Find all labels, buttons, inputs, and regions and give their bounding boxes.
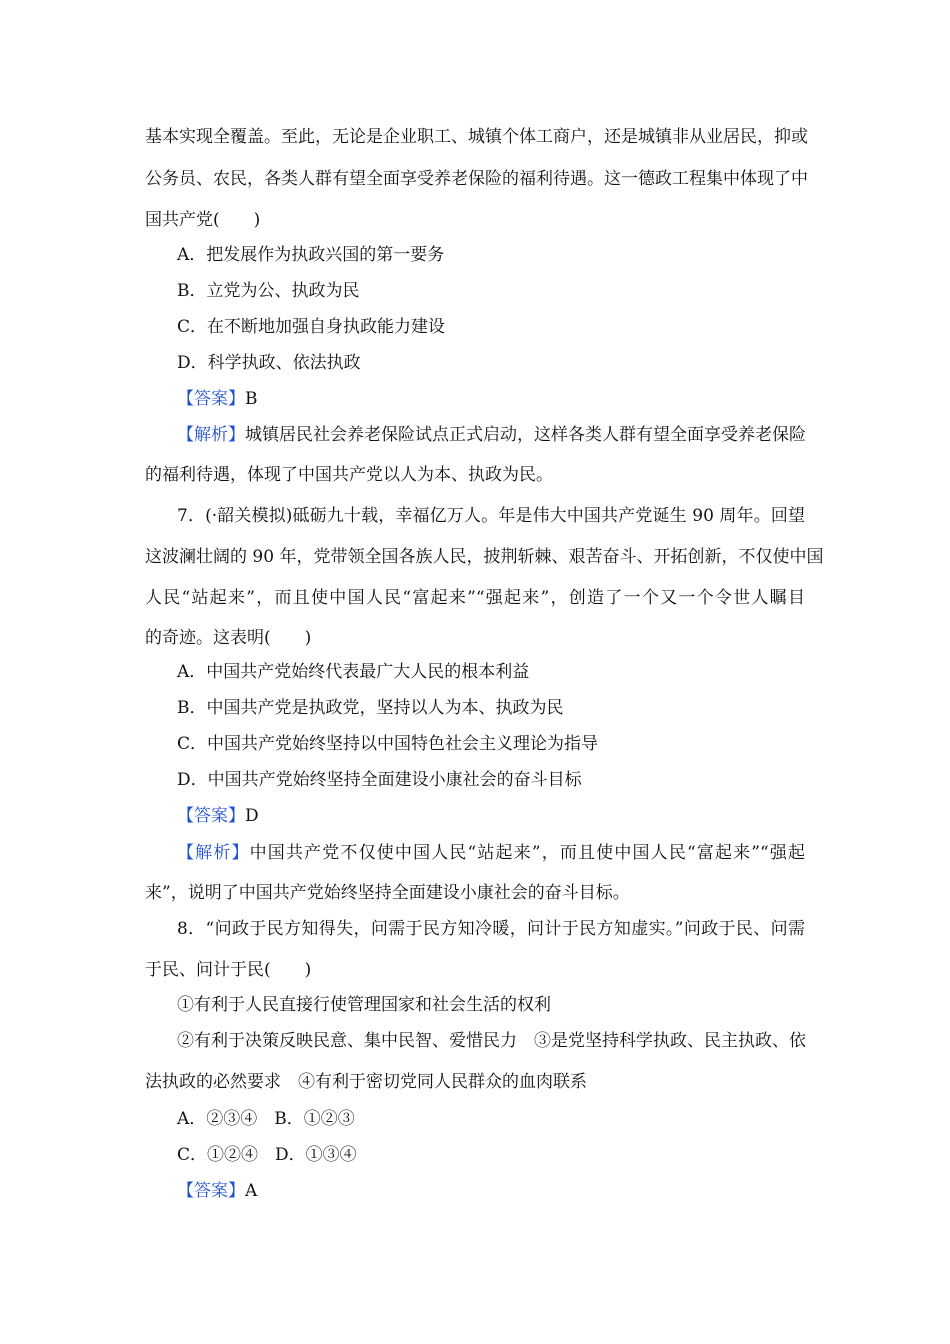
q6-option-a: A．把发展作为执政兴国的第一要务 (177, 245, 445, 265)
q7-answer (177, 805, 259, 827)
q7-option-d: D．中国共产党始终坚持全面建设小康社会的奋斗目标 (177, 770, 582, 790)
analysis-tag: 【解析】 (177, 425, 245, 445)
q7-stem-line-3: 人民“站起来”，而且使中国人民“富起来”“强起来”，创造了一个又一个令世人瞩目 (145, 588, 805, 608)
q7-analysis-line-2: 来”，说明了中国共产党始终坚持全面建设小康社会的奋斗目标。 (145, 883, 630, 903)
q8-answer (177, 1180, 257, 1202)
q8-stem-line-2: 于民、问计于民( ) (145, 960, 312, 980)
q6-stem-line-3: 国共产党( ) (145, 210, 261, 230)
answer-value: A (245, 1181, 258, 1201)
q8-statement-3: 法执政的必然要求 ④有利于密切党同人民群众的血肉联系 (145, 1072, 587, 1092)
analysis-text: 城镇居民社会养老保险试点正式启动，这样各类人群有望全面享受养老保险 (245, 425, 806, 445)
q6-analysis-line-2: 的福利待遇，体现了中国共产党以人为本、执政为民。 (145, 465, 553, 485)
answer-tag: 【答案】 (177, 1181, 245, 1201)
q7-analysis-line-1 (177, 842, 805, 864)
analysis-tag: 【解析】 (177, 843, 250, 863)
q7-stem-line-2: 这波澜壮阔的 90 年，党带领全国各族人民，披荆斩棘、艰苦奋斗、开拓创新，不仅使中国 (145, 547, 824, 567)
q6-stem-line-1: 基本实现全覆盖。至此，无论是企业职工、城镇个体工商户，还是城镇非从业居民，抑或 (145, 127, 808, 147)
q8-stem-line-1: 8．“问政于民方知得失，问需于民方知冷暖，问计于民方知虚实。”问政于民、问需 (177, 919, 805, 939)
q6-option-d: D．科学执政、依法执政 (177, 353, 361, 373)
q8-options-cd: C．①②④ D．①③④ (177, 1145, 357, 1165)
answer-tag: 【答案】 (177, 806, 245, 826)
q8-statement-2: ②有利于决策反映民意、集中民智、爱惜民力 ③是党坚持科学执政、民主执政、依 (177, 1031, 806, 1051)
answer-tag: 【答案】 (177, 389, 245, 409)
q8-statement-1: ①有利于人民直接行使管理国家和社会生活的权利 (177, 995, 551, 1015)
q6-option-c: C．在不断地加强自身执政能力建设 (177, 317, 446, 337)
analysis-text: 中国共产党不仅使中国人民“站起来”，而且使中国人民“富起来”“强起 (249, 843, 805, 863)
answer-value: B (245, 389, 258, 409)
q7-option-a: A．中国共产党始终代表最广大人民的根本利益 (177, 662, 530, 682)
q6-analysis-line-1 (177, 424, 805, 446)
q6-option-b: B．立党为公、执政为民 (177, 281, 360, 301)
q6-answer (177, 388, 258, 410)
q7-option-c: C．中国共产党始终坚持以中国特色社会主义理论为指导 (177, 734, 599, 754)
q8-options-ab: A．②③④ B．①②③ (177, 1109, 355, 1129)
q7-stem-line-1: 7．(·韶关模拟)砥砺九十载，幸福亿万人。年是伟大中国共产党诞生 90 周年。回望 (177, 506, 805, 526)
q7-stem-line-4: 的奇迹。这表明( ) (145, 628, 312, 648)
answer-value: D (245, 806, 259, 826)
q7-option-b: B．中国共产党是执政党，坚持以人为本、执政为民 (177, 698, 564, 718)
q6-stem-line-2: 公务员、农民，各类人群有望全面享受养老保险的福利待遇。这一德政工程集中体现了中 (145, 169, 808, 189)
